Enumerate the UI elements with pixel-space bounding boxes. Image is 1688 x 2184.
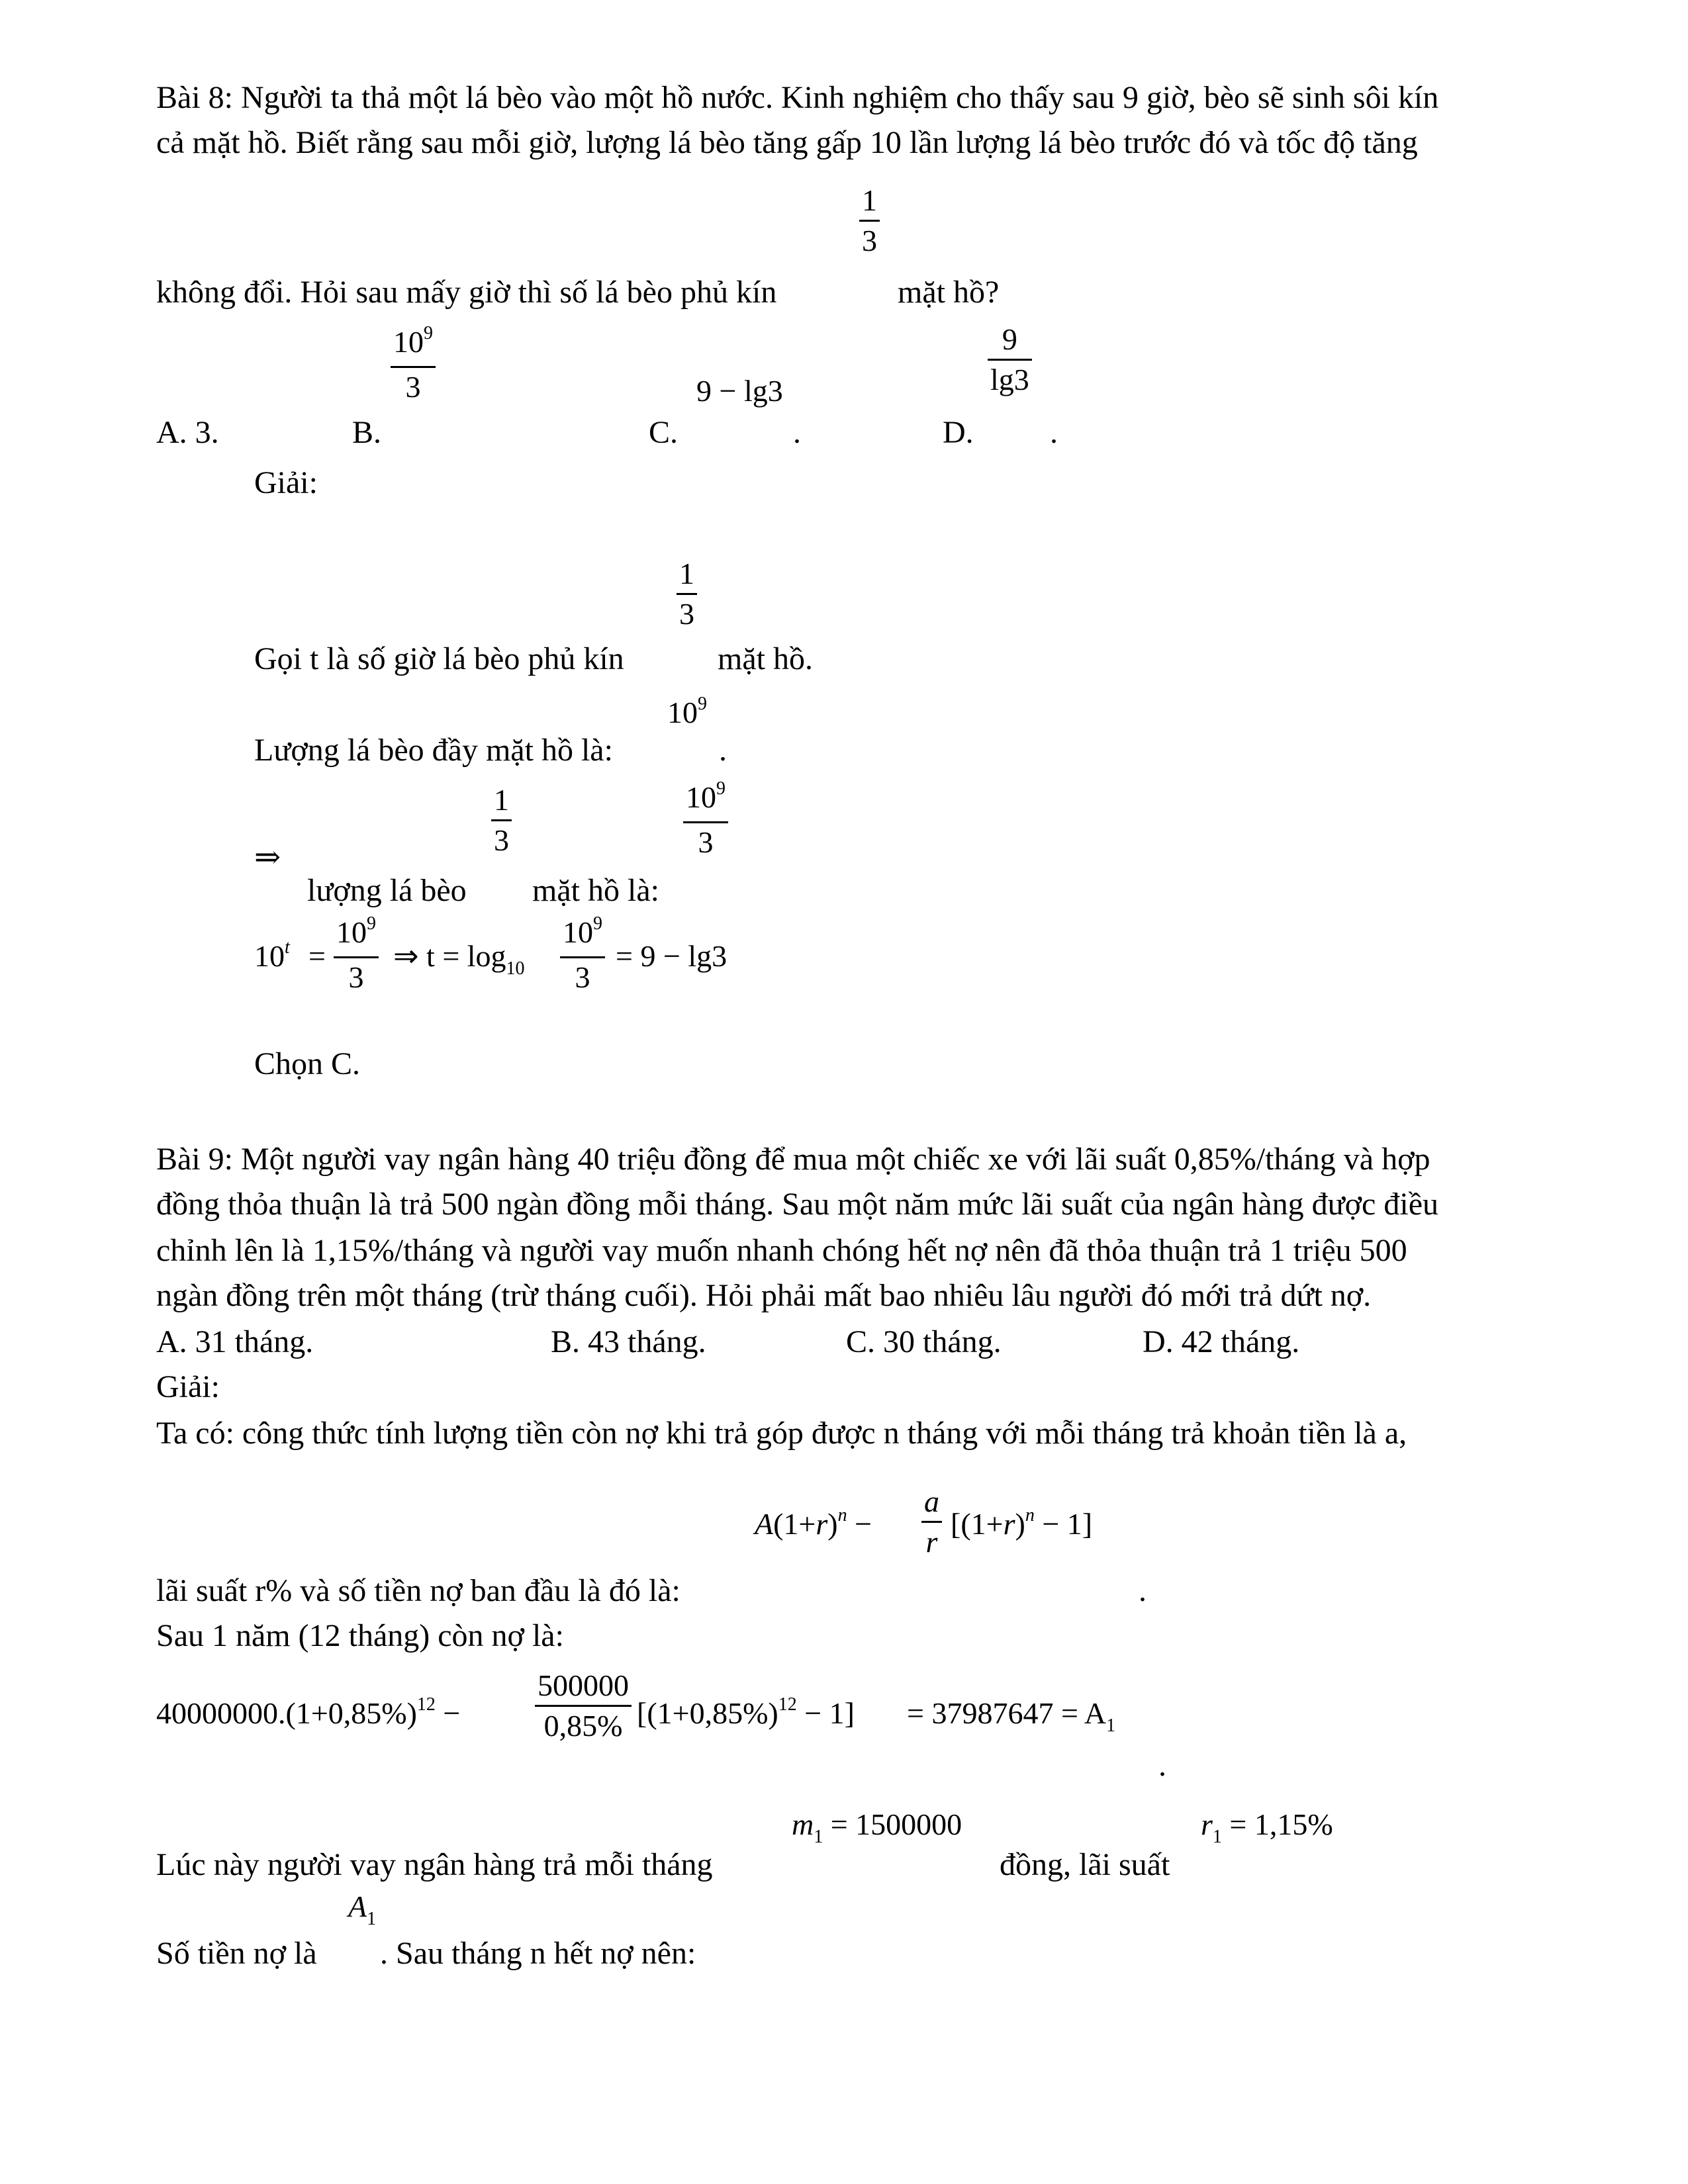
bai8-sol-line1-start: Gọi t là số giờ lá bèo phủ kín: [254, 641, 624, 676]
bai8-sol-frac-one-third: 1 3: [677, 557, 697, 631]
bai9-line1: Bài 9: Một người vay ngân hàng 40 triệu đồng để mua một chiếc xe với lãi suất 0,85%/tháng và hợp: [156, 1142, 1430, 1177]
bai9-formula-bracket: $[(1+r)^n - 1]$: [951, 1505, 1093, 1541]
bai8-eq-frac2: $10^9$ 3: [560, 916, 605, 994]
bai9-calc-bracket: $[(1+0,85\%)^{12} - 1]$: [637, 1694, 855, 1730]
bai9-sol-line5-end: . Sau tháng n hết nợ nên:: [380, 1936, 696, 1971]
bai8-option-c-expr: 9 − lg3: [696, 374, 783, 408]
bai9-option-a: A. 31 tháng.: [156, 1324, 314, 1359]
bai8-option-d-dot: .: [1050, 415, 1058, 450]
bai9-r1: $r_1 = 1,15\%$: [1201, 1807, 1333, 1847]
bai8-line1: Bài 8: Người ta thả một lá bèo vào một hồ nước. Kinh nghiệm cho thấy sau 9 giờ, bèo sẽ sinh sôi kín: [156, 80, 1439, 115]
bai9-line4: ngàn đồng trên một tháng (trừ tháng cuối). Hỏi phải mất bao nhiêu lâu người đó mới trả dứt nợ.: [156, 1278, 1372, 1313]
bai8-option-b-label: B.: [352, 415, 382, 450]
bai8-sol-line2: Lượng lá bèo đầy mặt hồ là:: [254, 733, 613, 768]
bai8-solution-label: Giải:: [254, 465, 318, 500]
bai8-option-a: A. 3.: [156, 415, 219, 450]
bai8-eq-lhs: 10$^t$: [254, 937, 290, 973]
bai9-calc-dot: .: [1158, 1748, 1166, 1783]
bai8-eq-log: ⇒ $t = \log_{10}$: [393, 939, 525, 979]
bai8-eq-frac1: $10^9$ 3: [334, 916, 379, 994]
bai9-sol-line4-mid: đồng, lãi suất: [1000, 1847, 1170, 1882]
bai8-option-b-frac: $10^9$ 3: [391, 326, 436, 404]
bai9-option-d: D. 42 tháng.: [1143, 1324, 1300, 1359]
bai8-choose: Chọn C.: [254, 1046, 361, 1081]
bai9-calc-frac: 500000 0,85%: [535, 1669, 632, 1743]
bai8-eq-equals: =: [308, 939, 326, 973]
bai8-line3: không đổi. Hỏi sau mấy giờ thì số lá bèo phủ kín: [156, 275, 777, 310]
bai9-m1: $m_1 = 1500000$: [792, 1807, 962, 1847]
bai9-sol-line3: Sau 1 năm (12 tháng) còn nợ là:: [156, 1618, 564, 1653]
bai8-sol-ten-pow-nine: $10^9$: [667, 694, 707, 729]
bai8-eq-tail: = 9 − lg3: [616, 939, 727, 973]
bai8-sol-frac-ten9-over-3: $10^9$ 3: [683, 781, 728, 859]
bai8-sol-line3-start: lượng lá bèo: [307, 873, 467, 908]
bai9-calc-start: $40000000.(1+0,85\%)^{12}$ −: [156, 1694, 461, 1730]
bai9-formula-left: $A(1+r)^n$ −: [755, 1505, 872, 1541]
bai9-option-c: C. 30 tháng.: [846, 1324, 1002, 1359]
bai9-sol-line2: lãi suất r% và số tiền nợ ban đầu là đó là:: [156, 1573, 680, 1608]
bai9-sol-line5-start: Số tiền nợ là: [156, 1936, 317, 1971]
bai9-option-b: B. 43 tháng.: [551, 1324, 706, 1359]
bai9-sol-line4-start: Lúc này người vay ngân hàng trả mỗi tháng: [156, 1847, 713, 1882]
bai8-sol-frac-one-third-2: 1 3: [491, 784, 512, 857]
bai9-formula-frac: a r: [921, 1485, 942, 1559]
bai8-option-c-label: C.: [649, 415, 679, 450]
bai8-sol-line3-end: mặt hồ là:: [532, 873, 659, 908]
bai9-sol-line2-dot: .: [1139, 1573, 1147, 1608]
bai9-line3: chỉnh lên là 1,15%/tháng và người vay muốn nhanh chóng hết nợ nên đã thỏa thuận trả 1 triệu 500: [156, 1233, 1407, 1268]
bai9-sol-line1: Ta có: công thức tính lượng tiền còn nợ khi trả góp được n tháng với mỗi tháng trả khoản tiền là a,: [156, 1416, 1407, 1451]
bai8-frac-one-third: 1 3: [859, 184, 880, 257]
bai8-line2: cả mặt hồ. Biết rằng sau mỗi giờ, lượng lá bèo tăng gấp 10 lần lượng lá bèo trước đó và tốc độ tăng: [156, 125, 1418, 160]
implies-arrow: ⇒: [254, 840, 281, 875]
bai9-solution-label: Giải:: [156, 1369, 220, 1404]
bai8-option-d-label: D.: [943, 415, 974, 450]
bai8-option-c-dot: .: [793, 415, 801, 450]
bai8-line3-end: mặt hồ?: [898, 275, 1000, 310]
bai8-sol-line1-end: mặt hồ.: [718, 641, 813, 676]
bai9-calc-result: = $37987647 = A_1$: [907, 1696, 1116, 1736]
bai8-option-d-frac: 9 lg3: [988, 323, 1032, 396]
bai9-a1: $A_1$: [348, 1889, 377, 1929]
bai9-line2: đồng thỏa thuận là trả 500 ngàn đồng mỗi tháng. Sau một năm mức lãi suất của ngân hàng được điều: [156, 1187, 1438, 1222]
bai8-sol-line2-dot: .: [719, 733, 727, 768]
